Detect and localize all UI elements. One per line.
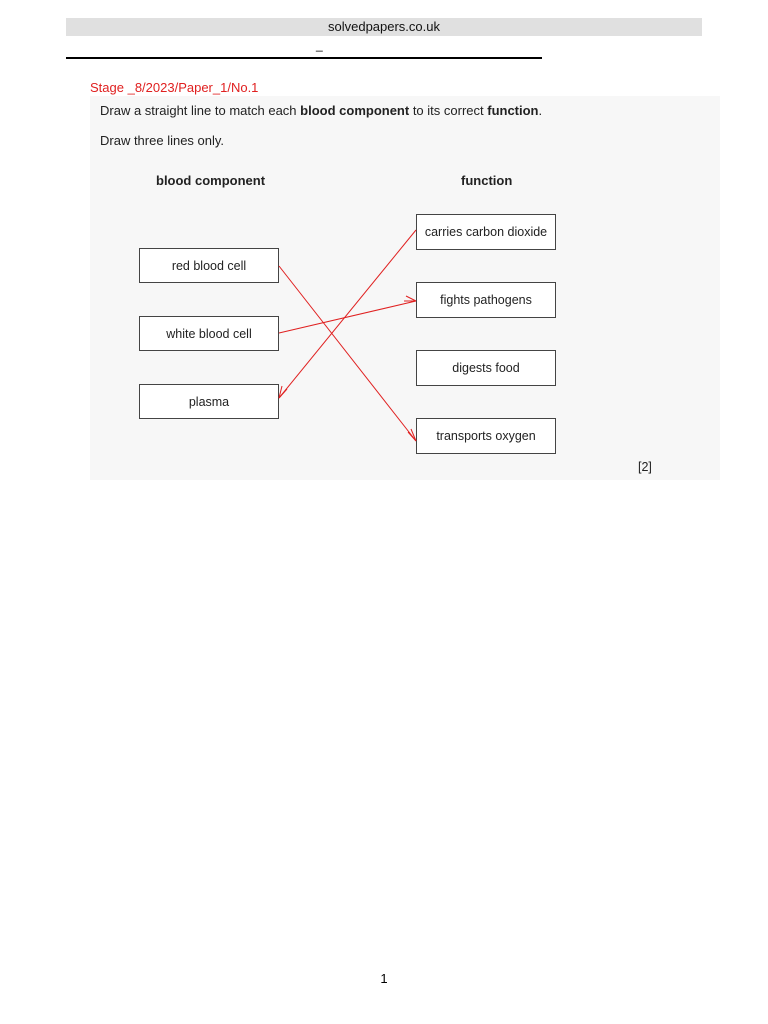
component-box-red-blood-cell[interactable]: red blood cell — [139, 248, 279, 283]
instruction-line-2: Draw three lines only. — [100, 133, 225, 148]
function-box-carries-carbon-dioxide[interactable]: carries carbon dioxide — [416, 214, 556, 250]
instruction-bold-function: function — [487, 103, 539, 118]
function-box-transports-oxygen[interactable]: transports oxygen — [416, 418, 556, 454]
instruction-text: to its correct — [409, 103, 488, 118]
match-line-white-blood-cell — [279, 301, 416, 333]
site-name: solvedpapers.co.uk — [327, 19, 440, 34]
page-number: 1 — [380, 971, 388, 986]
question-reference: Stage _8/2023/Paper_1/No.1 — [90, 80, 259, 95]
function-box-fights-pathogens[interactable]: fights pathogens — [416, 282, 556, 318]
right-column-heading: function — [461, 173, 513, 188]
component-box-white-blood-cell[interactable]: white blood cell — [139, 316, 279, 351]
marks-label: [2] — [638, 460, 652, 474]
arrowhead-icon — [408, 429, 416, 441]
match-line-plasma — [279, 230, 416, 398]
arrowhead-icon — [279, 386, 287, 398]
arrowhead-icon — [404, 296, 416, 301]
component-box-plasma[interactable]: plasma — [139, 384, 279, 419]
match-line-red-blood-cell — [279, 266, 416, 441]
instruction-text: Draw a straight line to match each — [100, 103, 301, 118]
function-box-digests-food[interactable]: digests food — [416, 350, 556, 386]
instruction-bold-component: blood component — [300, 103, 410, 118]
instruction-text: . — [538, 103, 543, 118]
left-column-heading: blood component — [156, 173, 266, 188]
header-dash: _ — [316, 38, 323, 52]
